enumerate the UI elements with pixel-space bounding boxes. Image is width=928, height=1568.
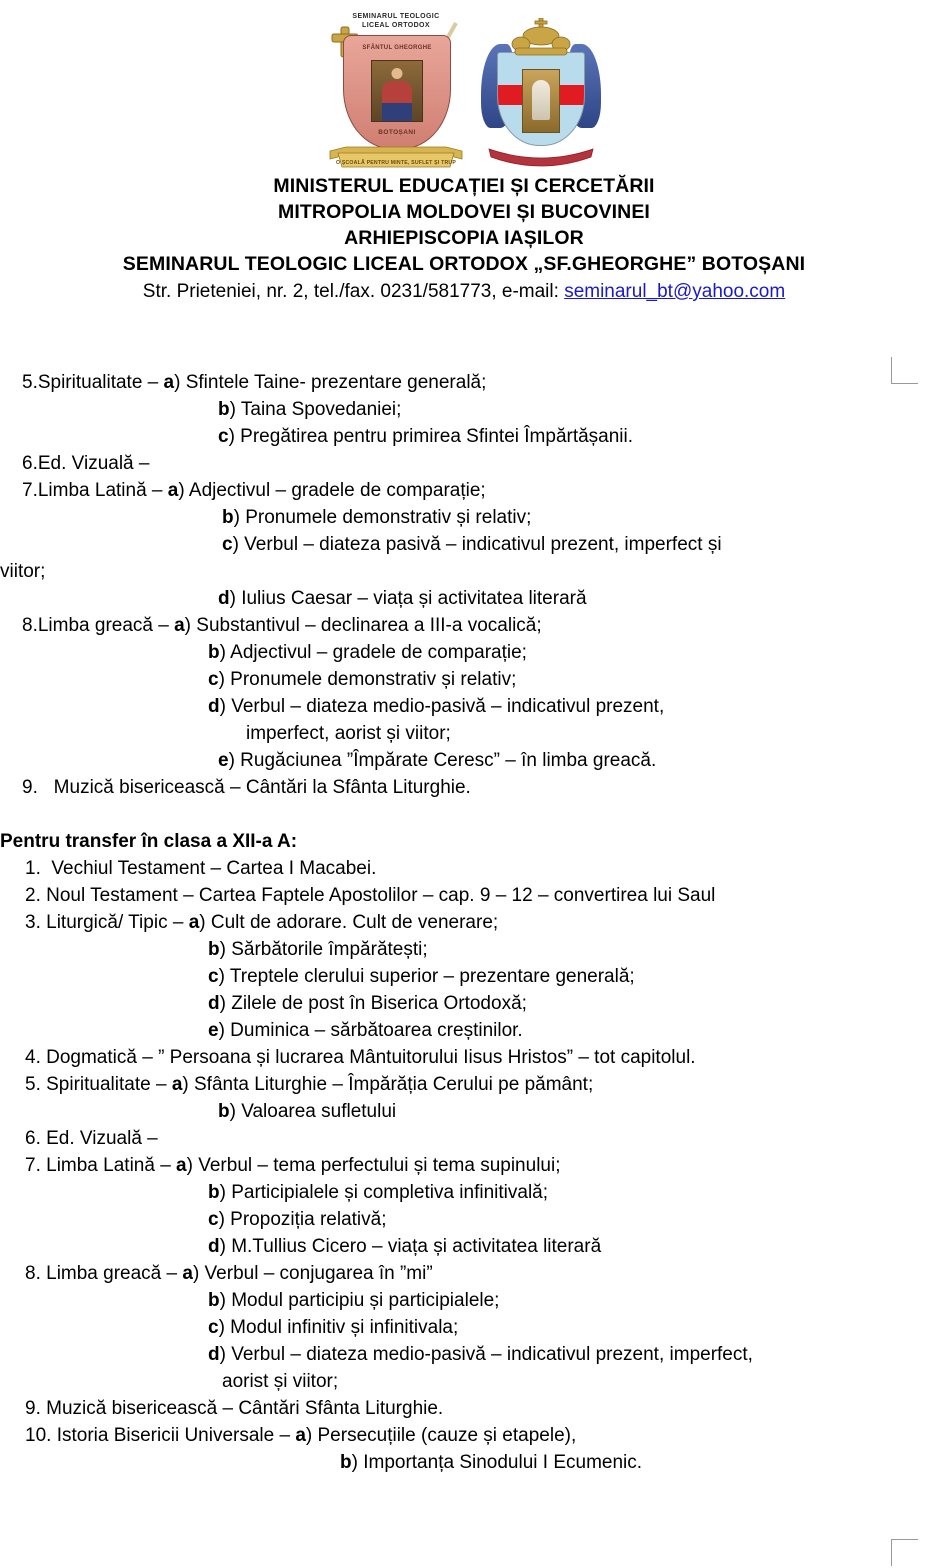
outline-line (0, 1071, 928, 1098)
outline-sub-letter: b (208, 939, 220, 960)
section-class-xii (0, 855, 928, 1476)
outline-line-prefix: 8. Limba greacă – (25, 1263, 183, 1284)
outline-sub-letter: c (208, 1317, 219, 1338)
outline-line-text: ) Adjectivul – gradele de comparație; (219, 642, 527, 663)
crest-title-line2: LICEAL ORTODOX (362, 21, 430, 29)
outline-sub-letter: a (188, 912, 200, 933)
outline-sub-letter: a (295, 1425, 306, 1446)
outline-line-prefix: 5.Spiritualitate – (22, 372, 164, 393)
outline-sub-letter: d (218, 588, 230, 609)
outline-line-text: ) Pronumele demonstrativ și relativ; (233, 507, 532, 528)
outline-line-prefix: 5. Spiritualitate – (25, 1074, 172, 1095)
outline-line-text: ) Modul infinitiv și infinitivala; (218, 1317, 459, 1338)
outline-line (0, 1341, 928, 1368)
outline-line (0, 1368, 928, 1395)
outline-line-text: ) Persecuțiile (cauze și etapele), (305, 1425, 577, 1446)
section-two-heading: Pentru transfer în clasa a XII-a A: (0, 831, 298, 852)
email-link[interactable]: seminarul_bt@yahoo.com (564, 281, 786, 302)
outline-line (0, 720, 928, 747)
outline-line (0, 1233, 928, 1260)
emblem-row (0, 8, 928, 173)
crown-icon (509, 18, 573, 60)
outline-line-prefix: 9. Muzică bisericească – Cântări Sfânta Liturghie. (25, 1398, 444, 1419)
outline-sub-letter: a (167, 480, 179, 501)
saint-head (392, 68, 403, 79)
outline-line-prefix: 6.Ed. Vizuală – (22, 453, 155, 474)
outline-sub-letter: a (176, 1155, 187, 1176)
outline-line-text: ) Substantivul – declinarea a III-a vocalică; (184, 615, 542, 636)
outline-line (0, 369, 928, 396)
outline-sub-letter: d (208, 1344, 220, 1365)
outline-line (0, 639, 928, 666)
outline-line-prefix: 7. Limba Latină – (25, 1155, 177, 1176)
outline-line (0, 936, 928, 963)
outline-sub-letter: c (208, 966, 219, 987)
letterhead-contact (0, 277, 928, 307)
outline-line (0, 666, 928, 693)
outline-line (0, 963, 928, 990)
archdiocese-arms-icon (476, 18, 606, 173)
outline-line (0, 558, 928, 585)
shield-city-name: BOTOȘANI (378, 129, 416, 136)
outline-sub-letter: a (174, 615, 185, 636)
outline-sub-letter: a (171, 1074, 183, 1095)
outline-line-prefix: 10. Istoria Bisericii Universale – (25, 1425, 296, 1446)
outline-line-text: ) Pregătirea pentru primirea Sfintei Împărtășanii. (228, 426, 634, 447)
outline-line (0, 1287, 928, 1314)
outline-line (0, 1017, 928, 1044)
letterhead-line-archdiocese: ARHIEPISCOPIA IAȘILOR (344, 227, 584, 249)
outline-sub-letter: c (218, 426, 229, 447)
outline-sub-letter: d (208, 993, 220, 1014)
outline-line (0, 990, 928, 1017)
outline-line (0, 1260, 928, 1287)
outline-line-text: ) Propoziția relativă; (218, 1209, 387, 1230)
letterhead-line-seminary: SEMINARUL TEOLOGIC LICEAL ORTODOX „SF.GHEORGHE” BOTOȘANI (122, 253, 806, 275)
outline-line-text: ) Cult de adorare. Cult de venerare; (199, 912, 499, 933)
outline-line (0, 747, 928, 774)
section-class-xi-continued (0, 369, 928, 801)
outline-line (0, 612, 928, 639)
arms-shield (497, 52, 585, 146)
document-body (0, 369, 928, 1476)
outline-line (0, 1179, 928, 1206)
contact-text: Str. Prieteniei, nr. 2, tel./fax. 0231/581773, e-mail: (142, 281, 565, 302)
outline-sub-letter: b (340, 1452, 352, 1473)
outline-line (0, 531, 928, 558)
outline-line-text: ) Modul participiu și participialele; (219, 1290, 500, 1311)
outline-line-prefix: 1. Vechiul Testament – Cartea I Macabei. (25, 858, 377, 879)
outline-line (0, 693, 928, 720)
outline-line-text: ) Rugăciunea ”Împărate Ceresc” – în limba greacă. (228, 750, 657, 771)
crop-mark-top-right (891, 357, 918, 384)
saint-figure (382, 81, 412, 121)
outline-line-text: ) Pronumele demonstrativ și relativ; (218, 669, 517, 690)
outline-line (0, 1125, 928, 1152)
outline-sub-letter: a (163, 372, 175, 393)
outline-line-prefix: imperfect, aorist și viitor; (246, 723, 451, 744)
outline-line (0, 909, 928, 936)
outline-line-prefix: 6. Ed. Vizuală – (25, 1128, 164, 1149)
seminary-crest-icon (322, 11, 470, 173)
outline-line (0, 1098, 928, 1125)
crest-title-line1: SEMINARUL TEOLOGIC (352, 13, 440, 20)
outline-line (0, 1449, 928, 1476)
outline-line-text: ) Sărbătorile împărătești; (219, 939, 428, 960)
outline-line-text: ) Importanța Sinodului I Ecumenic. (351, 1452, 643, 1473)
outline-line (0, 450, 928, 477)
outline-sub-letter: b (222, 507, 234, 528)
section-spacer (0, 801, 928, 828)
crest-motto: O ȘCOALĂ PENTRU MINTE, SUFLET ȘI TRUP (335, 160, 457, 166)
outline-line-prefix: viitor; (0, 561, 46, 582)
outline-line (0, 423, 928, 450)
shield-saint-name: SFÂNTUL GHEORGHE (362, 45, 432, 51)
outline-line-text: ) Verbul – diateza pasivă – indicativul prezent, imperfect și (232, 534, 722, 555)
outline-line-text: ) Sfânta Liturghie – Împărăția Cerului pe pământ; (182, 1074, 594, 1095)
outline-line-text: ) Verbul – diateza medio-pasivă – indicativul prezent, imperfect, (219, 1344, 753, 1365)
banner-ribbon-icon (326, 145, 466, 171)
outline-line-text: ) Zilele de post în Biserica Ortodoxă; (219, 993, 527, 1014)
crest-title (322, 13, 470, 30)
arms-icon-figure (532, 80, 550, 120)
outline-line (0, 1206, 928, 1233)
outline-line (0, 855, 928, 882)
outline-line-text: ) Taina Spovedaniei; (229, 399, 402, 420)
outline-line-text: ) M.Tullius Cicero – viața și activitatea literară (219, 1236, 602, 1257)
outline-sub-letter: a (182, 1263, 193, 1284)
outline-sub-letter: c (208, 1209, 219, 1230)
outline-line-text: ) Verbul – tema perfectului și tema supinului; (186, 1155, 561, 1176)
outline-sub-letter: b (208, 642, 220, 663)
outline-line (0, 882, 928, 909)
outline-line (0, 774, 928, 801)
outline-line-text: ) Verbul – diateza medio-pasivă – indicativul prezent, (219, 696, 665, 717)
outline-sub-letter: e (218, 750, 229, 771)
outline-sub-letter: b (218, 1101, 230, 1122)
outline-line (0, 504, 928, 531)
crest-shield (343, 35, 451, 149)
outline-line (0, 1395, 928, 1422)
outline-line-prefix: 7.Limba Latină – (22, 480, 168, 501)
crop-mark-bottom-right (891, 1539, 918, 1566)
outline-line (0, 477, 928, 504)
outline-line-prefix: 2. Noul Testament – Cartea Faptele Apostolilor – cap. 9 – 12 – convertirea lui Saul (25, 885, 716, 906)
outline-line-text: ) Duminica – sărbătoarea creștinilor. (218, 1020, 523, 1041)
outline-line-prefix: aorist și viitor; (222, 1371, 339, 1392)
outline-line (0, 396, 928, 423)
outline-line (0, 1314, 928, 1341)
outline-line-prefix: 9. Muzică bisericească – Cântări la Sfânta Liturghie. (22, 777, 471, 798)
outline-line-text: ) Valoarea sufletului (229, 1101, 397, 1122)
outline-line-text: ) Adjectivul – gradele de comparație; (178, 480, 486, 501)
outline-sub-letter: d (208, 1236, 220, 1257)
outline-sub-letter: e (208, 1020, 219, 1041)
outline-line (0, 1044, 928, 1071)
arms-icon-panel (522, 69, 560, 133)
outline-line-prefix: 3. Liturgică/ Tipic – (25, 912, 189, 933)
outline-line (0, 1152, 928, 1179)
saint-icon-panel (371, 60, 423, 122)
outline-sub-letter: c (222, 534, 233, 555)
outline-line-text: ) Sfintele Taine- prezentare generală; (174, 372, 487, 393)
outline-sub-letter: d (208, 696, 220, 717)
letterhead (0, 0, 928, 307)
letterhead-line-metropolitanate: MITROPOLIA MOLDOVEI ȘI BUCOVINEI (278, 201, 650, 223)
outline-line-text: ) Verbul – conjugarea în ”mi” (192, 1263, 433, 1284)
outline-line-text: ) Iulius Caesar – viața și activitatea literară (229, 588, 587, 609)
outline-line (0, 1422, 928, 1449)
outline-line-text: ) Treptele clerului superior – prezentare generală; (218, 966, 635, 987)
outline-line-text: ) Participialele și completiva infinitivală; (219, 1182, 549, 1203)
order-ribbon-icon (487, 145, 595, 169)
outline-sub-letter: b (218, 399, 230, 420)
outline-line-prefix: 4. Dogmatică – ” Persoana și lucrarea Mântuitorului Iisus Hristos” – tot capitolul. (25, 1047, 696, 1068)
outline-line (0, 585, 928, 612)
outline-sub-letter: b (208, 1290, 220, 1311)
outline-sub-letter: c (208, 669, 219, 690)
outline-line-prefix: 8.Limba greacă – (22, 615, 175, 636)
letterhead-line-ministry: MINISTERUL EDUCAȚIEI ȘI CERCETĂRII (273, 175, 655, 197)
outline-sub-letter: b (208, 1182, 220, 1203)
